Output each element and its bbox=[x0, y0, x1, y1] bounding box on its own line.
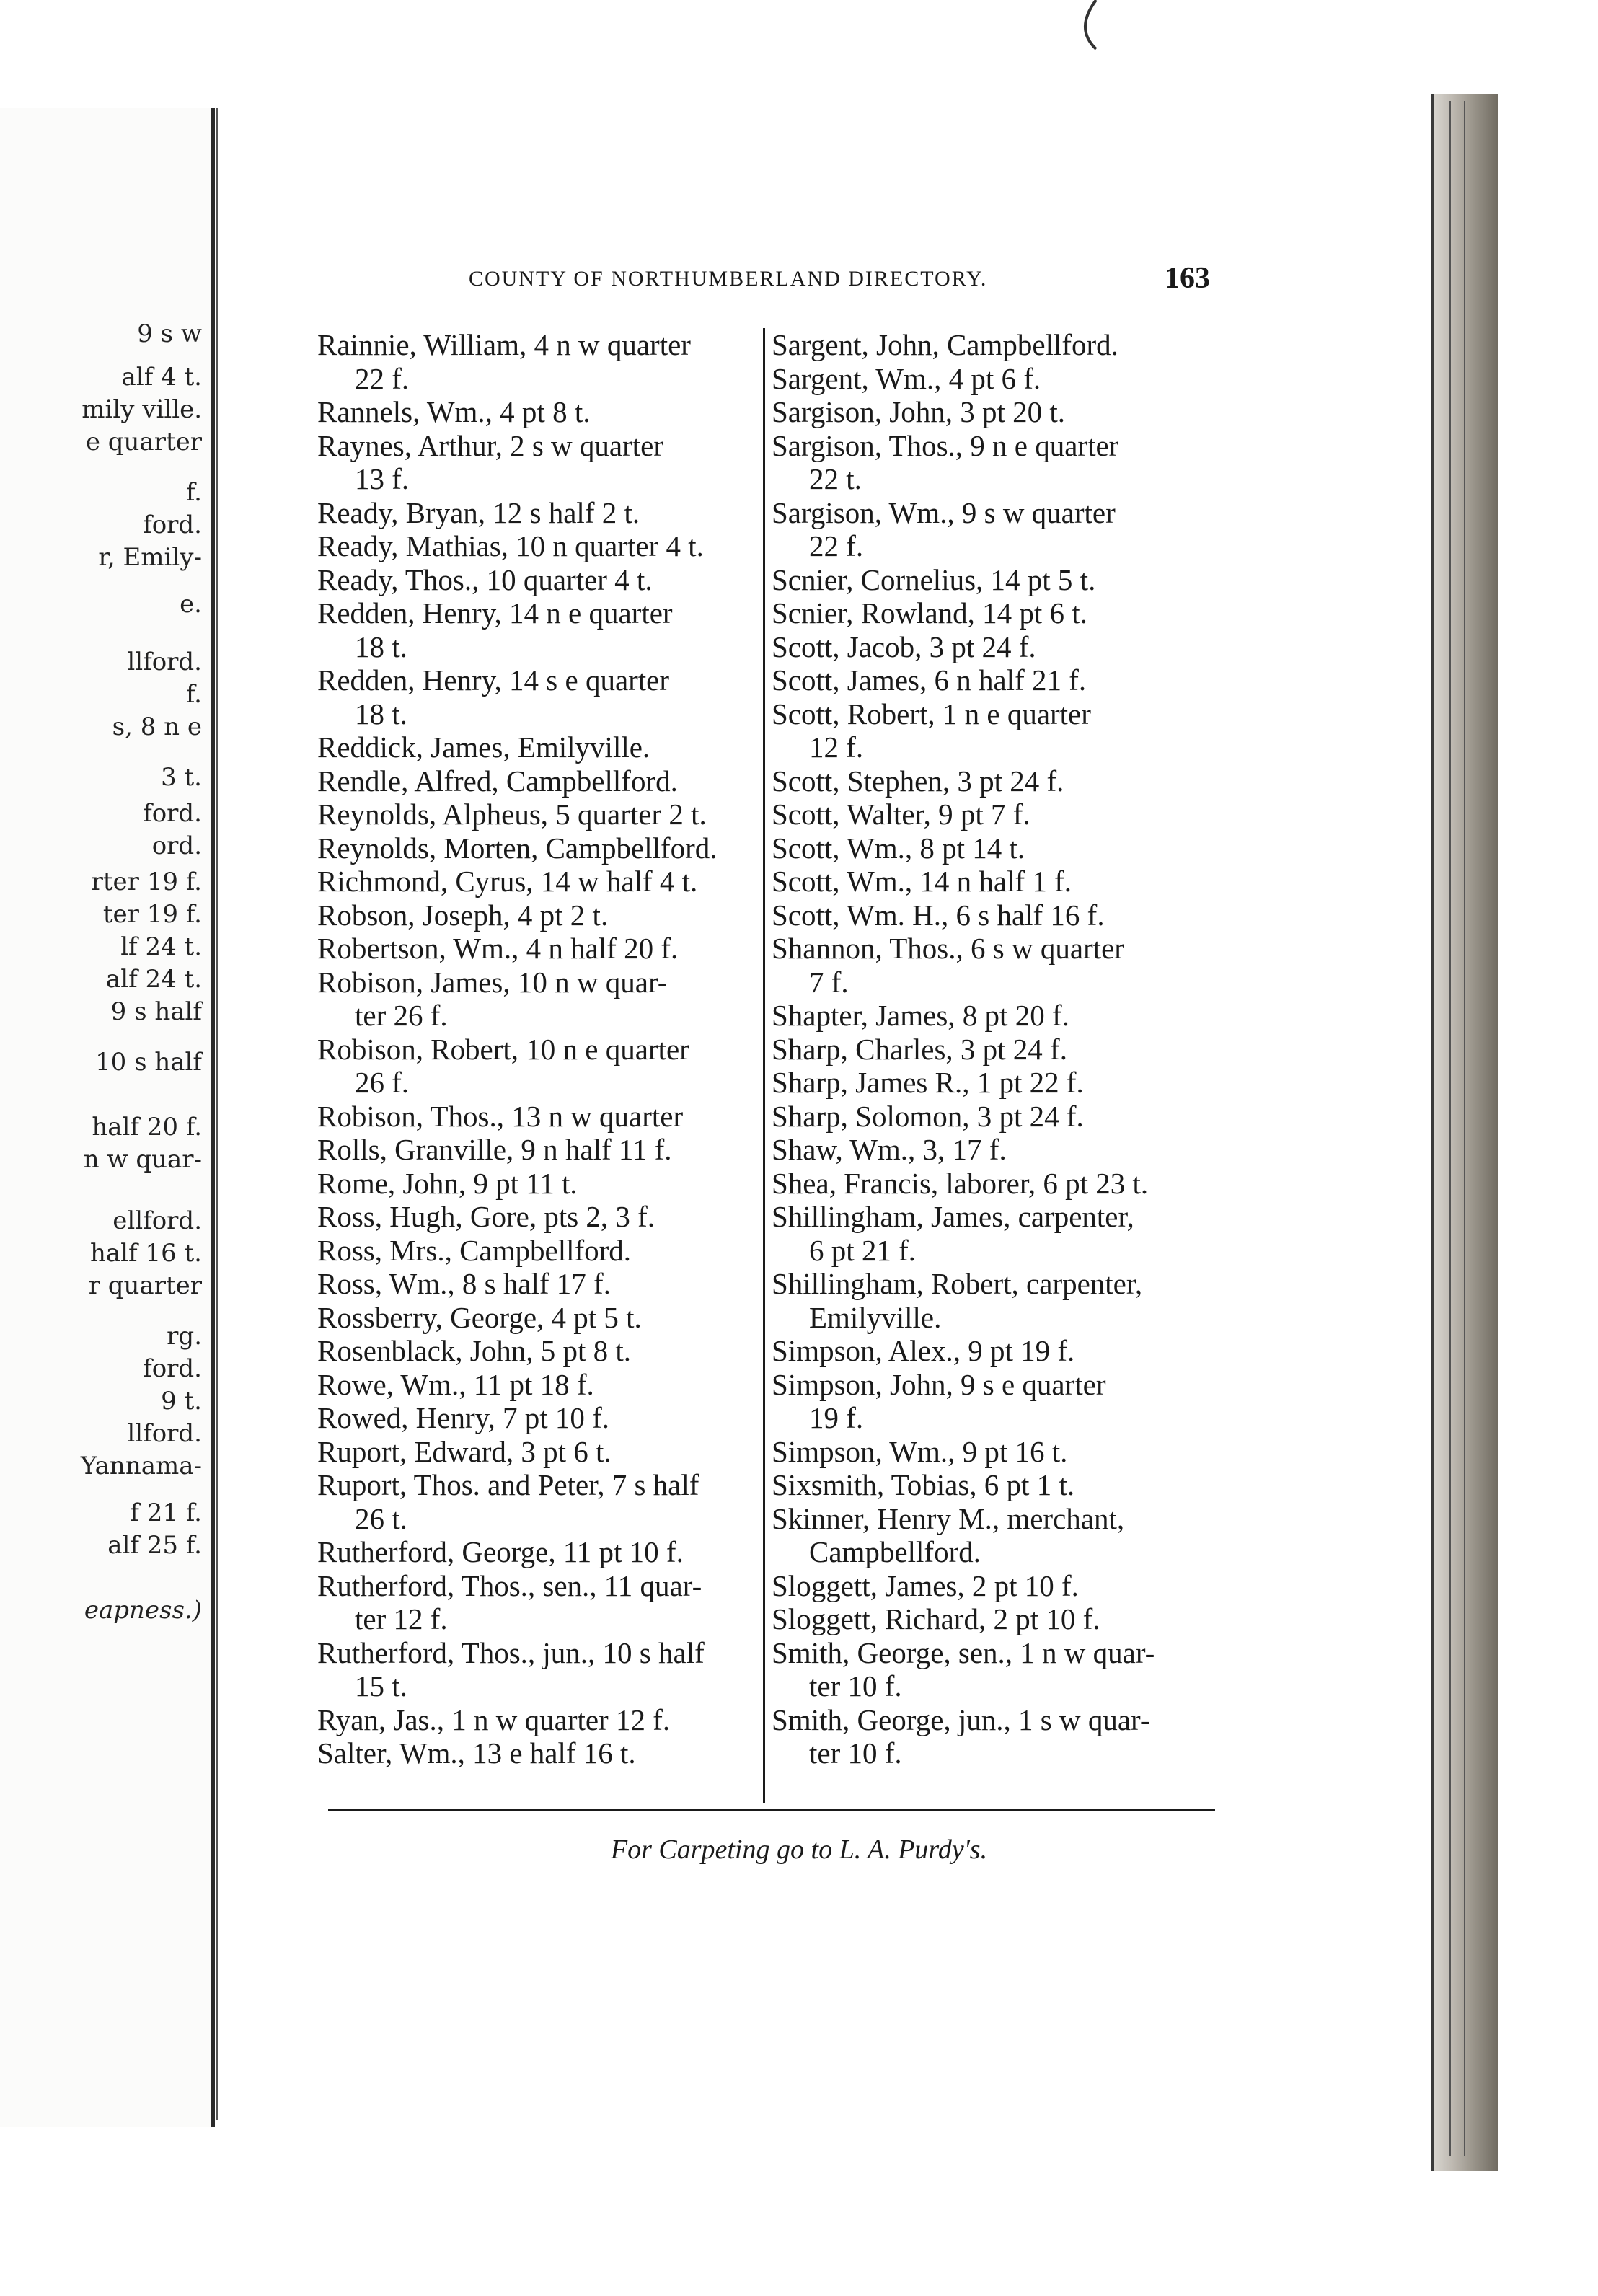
entry-text: Simpson, Alex., 9 pt 19 f. bbox=[772, 1334, 1075, 1367]
directory-entry bbox=[772, 496, 1219, 563]
entry-text: Robison, Thos., 13 n w quarter bbox=[317, 1099, 684, 1133]
entry-continuation: 13 f. bbox=[355, 462, 410, 495]
entry-continuation: 22 f. bbox=[809, 529, 864, 562]
directory-entry bbox=[317, 764, 764, 798]
directory-entry bbox=[772, 898, 1219, 932]
directory-entry bbox=[317, 1636, 764, 1703]
entry-text: Rendle, Alfred, Campbellford. bbox=[317, 764, 678, 798]
facing-page-text-fragment: f. bbox=[185, 478, 202, 507]
entry-text: Rowed, Henry, 7 pt 10 f. bbox=[317, 1401, 609, 1434]
entry-text: Scott, James, 6 n half 21 f. bbox=[772, 663, 1087, 697]
column-divider bbox=[763, 328, 765, 1803]
directory-entry bbox=[317, 1703, 764, 1737]
directory-entry bbox=[772, 563, 1219, 597]
entry-text: Skinner, Henry M., merchant, bbox=[772, 1501, 1125, 1535]
directory-entry bbox=[317, 1167, 764, 1201]
facing-page-text-fragment: 9 s w bbox=[137, 319, 202, 348]
directory-entry bbox=[772, 630, 1219, 664]
entry-text: Shannon, Thos., 6 s w quarter bbox=[772, 932, 1124, 965]
entry-text: Sharp, Charles, 3 pt 24 f. bbox=[772, 1032, 1067, 1066]
directory-entry bbox=[317, 429, 764, 496]
facing-page-text-fragment: llford. bbox=[127, 1419, 202, 1448]
entry-text: Scott, Stephen, 3 pt 24 f. bbox=[772, 764, 1064, 798]
entry-text: Robison, Robert, 10 n e quarter bbox=[317, 1032, 689, 1066]
entry-text: Reynolds, Morten, Campbellford. bbox=[317, 831, 718, 865]
entry-text: Raynes, Arthur, 2 s w quarter bbox=[317, 428, 664, 462]
entry-continuation: 12 f. bbox=[809, 730, 864, 764]
entry-text: Sargent, Wm., 4 pt 6 f. bbox=[772, 361, 1041, 395]
directory-entry bbox=[317, 898, 764, 932]
directory-entry bbox=[772, 831, 1219, 865]
entry-text: Robson, Joseph, 4 pt 2 t. bbox=[317, 898, 609, 932]
entry-text: Scnier, Rowland, 14 pt 6 t. bbox=[772, 596, 1087, 630]
page-title: COUNTY OF NORTHUMBERLAND DIRECTORY. bbox=[469, 267, 988, 291]
facing-page-text-fragment: rter 19 f. bbox=[91, 867, 202, 896]
directory-entry bbox=[772, 1334, 1219, 1368]
entry-text: Rowe, Wm., 11 pt 18 f. bbox=[317, 1367, 594, 1401]
entry-text: Simpson, Wm., 9 pt 16 t. bbox=[772, 1434, 1068, 1468]
directory-entry bbox=[317, 395, 764, 429]
facing-page-text-fragment: ford. bbox=[143, 511, 202, 539]
directory-entry bbox=[317, 1468, 764, 1535]
directory-entry bbox=[772, 932, 1219, 999]
entry-text: Ross, Hugh, Gore, pts 2, 3 f. bbox=[317, 1200, 655, 1233]
entry-continuation: Campbellford. bbox=[809, 1535, 981, 1568]
directory-entry bbox=[317, 328, 764, 395]
directory-entry bbox=[317, 1334, 764, 1368]
directory-entry bbox=[317, 1033, 764, 1100]
entry-continuation: 26 f. bbox=[355, 1066, 410, 1099]
directory-entry bbox=[317, 663, 764, 730]
facing-page-text-fragment: alf 24 t. bbox=[105, 965, 202, 994]
footer-rule bbox=[328, 1809, 1215, 1811]
directory-entry bbox=[317, 1535, 764, 1569]
entry-text: Reddick, James, Emilyville. bbox=[317, 730, 650, 764]
facing-page-text-fragment: llford. bbox=[127, 648, 202, 676]
directory-entry bbox=[772, 1435, 1219, 1469]
directory-entry bbox=[772, 1033, 1219, 1067]
entry-text: Sargent, John, Campbellford. bbox=[772, 328, 1118, 361]
entry-text: Reynolds, Alpheus, 5 quarter 2 t. bbox=[317, 798, 707, 831]
facing-page-text-fragment: ord. bbox=[151, 831, 202, 860]
directory-entry bbox=[317, 798, 764, 831]
directory-entry bbox=[317, 529, 764, 563]
facing-page-text-fragment: ford. bbox=[143, 1354, 202, 1383]
entry-continuation: 22 f. bbox=[355, 361, 410, 395]
directory-entry bbox=[772, 1636, 1219, 1703]
directory-entry bbox=[317, 1401, 764, 1435]
entry-continuation: 7 f. bbox=[809, 965, 849, 999]
directory-entry bbox=[317, 1368, 764, 1402]
directory-entry bbox=[317, 831, 764, 865]
entry-text: Sharp, Solomon, 3 pt 24 f. bbox=[772, 1099, 1084, 1133]
entry-continuation: ter 12 f. bbox=[355, 1602, 448, 1635]
entry-text: Smith, George, jun., 1 s w quar- bbox=[772, 1703, 1150, 1736]
directory-entry bbox=[317, 596, 764, 663]
directory-entry bbox=[317, 496, 764, 530]
entry-text: Robertson, Wm., 4 n half 20 f. bbox=[317, 932, 679, 965]
entry-text: Ross, Wm., 8 s half 17 f. bbox=[317, 1267, 611, 1300]
facing-page-text-fragment: eapness.) bbox=[84, 1596, 202, 1625]
entry-text: Simpson, John, 9 s e quarter bbox=[772, 1367, 1106, 1401]
entry-continuation: 19 f. bbox=[809, 1401, 864, 1434]
left-page-fragment bbox=[0, 108, 215, 2127]
directory-entry bbox=[772, 1133, 1219, 1167]
entry-text: Sixsmith, Tobias, 6 pt 1 t. bbox=[772, 1468, 1075, 1501]
entry-continuation: 22 t. bbox=[809, 462, 862, 495]
entry-text: Sargison, John, 3 pt 20 t. bbox=[772, 395, 1065, 428]
facing-page-text-fragment: mily ville. bbox=[81, 395, 202, 424]
directory-entry bbox=[317, 1569, 764, 1636]
entry-continuation: 15 t. bbox=[355, 1669, 407, 1703]
entry-continuation: ter 10 f. bbox=[809, 1669, 902, 1703]
entry-continuation: 18 t. bbox=[355, 630, 407, 663]
facing-page-text-fragment: half 20 f. bbox=[92, 1113, 202, 1142]
entry-text: Smith, George, sen., 1 n w quar- bbox=[772, 1635, 1155, 1669]
entry-text: Scott, Walter, 9 pt 7 f. bbox=[772, 798, 1030, 831]
directory-entry bbox=[772, 1100, 1219, 1134]
directory-entry bbox=[772, 429, 1219, 496]
directory-column-right bbox=[772, 328, 1219, 1770]
entry-text: Ready, Thos., 10 quarter 4 t. bbox=[317, 562, 653, 596]
entry-text: Rannels, Wm., 4 pt 8 t. bbox=[317, 395, 591, 428]
entry-text: Rutherford, Thos., sen., 11 quar- bbox=[317, 1568, 702, 1602]
directory-entry bbox=[317, 1301, 764, 1335]
entry-text: Scott, Wm. H., 6 s half 16 f. bbox=[772, 898, 1105, 932]
entry-text: Redden, Henry, 14 s e quarter bbox=[317, 663, 670, 697]
entry-text: Ryan, Jas., 1 n w quarter 12 f. bbox=[317, 1703, 671, 1736]
directory-entry bbox=[317, 1200, 764, 1234]
entry-text: Scott, Wm., 14 n half 1 f. bbox=[772, 865, 1072, 898]
directory-entry bbox=[772, 1569, 1219, 1603]
facing-page-text-fragment: ter 19 f. bbox=[102, 900, 202, 929]
facing-page-text-fragment: alf 25 f. bbox=[107, 1531, 202, 1560]
directory-entry bbox=[317, 1435, 764, 1469]
facing-page-text-fragment: 10 s half bbox=[95, 1048, 202, 1077]
facing-page-text-fragment: lf 24 t. bbox=[120, 932, 202, 961]
facing-page-text-fragment: ford. bbox=[143, 799, 202, 828]
entry-text: Sloggett, Richard, 2 pt 10 f. bbox=[772, 1602, 1100, 1635]
directory-entry bbox=[317, 563, 764, 597]
entry-text: Sargison, Wm., 9 s w quarter bbox=[772, 495, 1116, 529]
facing-page-text-fragment: s, 8 n e bbox=[112, 712, 202, 741]
entry-text: Scott, Wm., 8 pt 14 t. bbox=[772, 831, 1025, 865]
directory-entry bbox=[772, 362, 1219, 396]
entry-text: Redden, Henry, 14 n e quarter bbox=[317, 596, 673, 630]
page-number: 163 bbox=[1165, 262, 1210, 295]
entry-text: Scott, Robert, 1 n e quarter bbox=[772, 697, 1091, 730]
entry-text: Richmond, Cyrus, 14 w half 4 t. bbox=[317, 865, 698, 898]
directory-entry bbox=[772, 764, 1219, 798]
entry-continuation: 6 pt 21 f. bbox=[809, 1233, 917, 1267]
directory-entry bbox=[772, 798, 1219, 831]
directory-entry bbox=[317, 1736, 764, 1770]
entry-text: Ruport, Edward, 3 pt 6 t. bbox=[317, 1434, 612, 1468]
page-header bbox=[469, 261, 1269, 297]
facing-page-text-fragment: n w quar- bbox=[83, 1145, 202, 1174]
directory-entry bbox=[772, 1602, 1219, 1636]
entry-text: Sharp, James R., 1 pt 22 f. bbox=[772, 1066, 1084, 1099]
entry-text: Shillingham, James, carpenter, bbox=[772, 1200, 1134, 1233]
corner-scan-mark bbox=[1067, 0, 1132, 50]
entry-text: Shapter, James, 8 pt 20 f. bbox=[772, 999, 1069, 1032]
facing-page-text-fragment: 3 t. bbox=[161, 763, 202, 792]
facing-page-text-fragment: half 16 t. bbox=[90, 1239, 202, 1268]
facing-page-text-fragment: Yannama- bbox=[80, 1452, 202, 1480]
facing-page-text-fragment: 9 t. bbox=[161, 1387, 202, 1416]
footer-advertisement: For Carpeting go to L. A. Purdy's. bbox=[610, 1834, 988, 1865]
entry-text: Shea, Francis, laborer, 6 pt 23 t. bbox=[772, 1166, 1149, 1200]
facing-page-text-fragment: alf 4 t. bbox=[121, 363, 202, 392]
directory-entry bbox=[317, 730, 764, 764]
entry-text: Shaw, Wm., 3, 17 f. bbox=[772, 1133, 1007, 1166]
entry-text: Rutherford, Thos., jun., 10 s half bbox=[317, 1635, 705, 1669]
entry-continuation: 26 t. bbox=[355, 1501, 407, 1535]
directory-entry bbox=[317, 932, 764, 966]
entry-text: Rosenblack, John, 5 pt 8 t. bbox=[317, 1334, 632, 1367]
entry-text: Robison, James, 10 n w quar- bbox=[317, 965, 668, 999]
directory-entry bbox=[317, 865, 764, 898]
directory-entry bbox=[317, 1267, 764, 1301]
directory-column-left bbox=[317, 328, 764, 1770]
entry-continuation: ter 10 f. bbox=[809, 1736, 902, 1770]
entry-text: Rossberry, George, 4 pt 5 t. bbox=[317, 1300, 642, 1334]
directory-entry bbox=[317, 1100, 764, 1134]
entry-text: Rainnie, William, 4 n w quarter bbox=[317, 328, 691, 361]
entry-text: Scott, Jacob, 3 pt 24 f. bbox=[772, 630, 1036, 663]
directory-entry bbox=[772, 663, 1219, 697]
entry-text: Ross, Mrs., Campbellford. bbox=[317, 1233, 632, 1267]
directory-entry bbox=[317, 1234, 764, 1268]
entry-text: Ruport, Thos. and Peter, 7 s half bbox=[317, 1468, 699, 1501]
entry-text: Rolls, Granville, 9 n half 11 f. bbox=[317, 1133, 672, 1166]
directory-entry bbox=[772, 596, 1219, 630]
directory-entry bbox=[317, 966, 764, 1033]
entry-text: Rutherford, George, 11 pt 10 f. bbox=[317, 1535, 684, 1568]
entry-text: Shillingham, Robert, carpenter, bbox=[772, 1267, 1143, 1300]
facing-page-text-fragment: e. bbox=[180, 590, 202, 619]
directory-entry bbox=[317, 1133, 764, 1167]
directory-entry bbox=[772, 1200, 1219, 1267]
facing-page-text-fragment: rg. bbox=[167, 1322, 202, 1351]
directory-entry bbox=[772, 697, 1219, 764]
directory-entry bbox=[772, 1703, 1219, 1770]
directory-entry bbox=[772, 1066, 1219, 1100]
entry-text: Rome, John, 9 pt 11 t. bbox=[317, 1166, 578, 1200]
directory-entry bbox=[772, 1502, 1219, 1569]
directory-entry bbox=[772, 328, 1219, 362]
directory-entry bbox=[772, 1167, 1219, 1201]
entry-continuation: Emilyville. bbox=[809, 1300, 942, 1334]
entry-text: Ready, Mathias, 10 n quarter 4 t. bbox=[317, 529, 704, 562]
directory-entry bbox=[772, 1368, 1219, 1435]
directory-entry bbox=[772, 1267, 1219, 1334]
facing-page-text-fragment: f 21 f. bbox=[130, 1498, 202, 1527]
entry-text: Sargison, Thos., 9 n e quarter bbox=[772, 428, 1119, 462]
directory-entry bbox=[772, 1468, 1219, 1502]
facing-page-text-fragment: r, Emily- bbox=[98, 543, 202, 572]
facing-page-text-fragment: 9 s half bbox=[110, 997, 202, 1026]
facing-page-text-fragment: e quarter bbox=[85, 428, 202, 456]
entry-text: Sloggett, James, 2 pt 10 f. bbox=[772, 1568, 1079, 1602]
entry-text: Ready, Bryan, 12 s half 2 t. bbox=[317, 495, 640, 529]
facing-page-text-fragment: r quarter bbox=[88, 1271, 202, 1300]
entry-text: Salter, Wm., 13 e half 16 t. bbox=[317, 1736, 636, 1770]
directory-entry bbox=[772, 395, 1219, 429]
entry-text: Scnier, Cornelius, 14 pt 5 t. bbox=[772, 562, 1096, 596]
directory-entry bbox=[772, 865, 1219, 898]
entry-continuation: 18 t. bbox=[355, 697, 407, 730]
entry-continuation: ter 26 f. bbox=[355, 999, 448, 1032]
facing-page-text-fragment: f. bbox=[185, 680, 202, 709]
directory-entry bbox=[772, 999, 1219, 1033]
facing-page-text-fragment: ellford. bbox=[112, 1206, 202, 1235]
